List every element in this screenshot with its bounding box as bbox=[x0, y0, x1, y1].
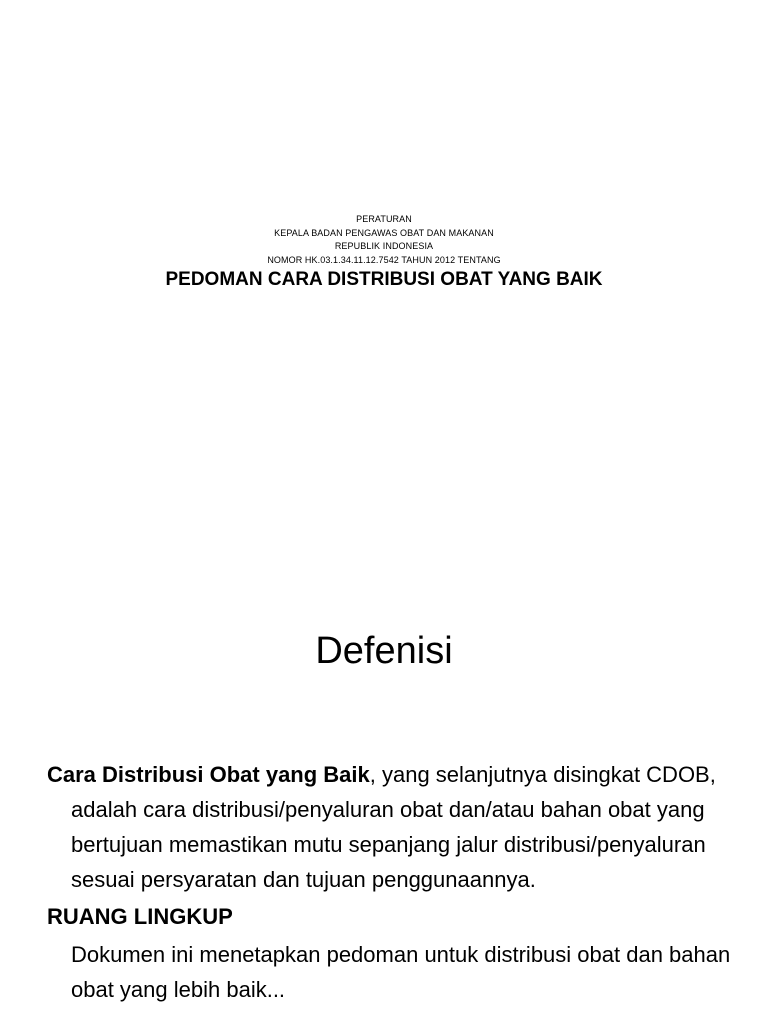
header-line-peraturan: PERATURAN bbox=[356, 214, 412, 224]
header-line-agency: KEPALA BADAN PENGAWAS OBAT DAN MAKANAN bbox=[274, 227, 494, 238]
regulation-header bbox=[0, 213, 768, 292]
document-title: PEDOMAN CARA DISTRIBUSI OBAT YANG BAIK bbox=[165, 269, 603, 290]
scope-heading: RUANG LINGKUP bbox=[47, 904, 233, 929]
content-body bbox=[47, 757, 747, 1007]
definition-term: Cara Distribusi Obat yang Baik bbox=[47, 762, 370, 787]
section-heading: Defenisi bbox=[315, 630, 453, 672]
scope-paragraph: Dokumen ini menetapkan pedoman untuk distribusi obat dan bahan obat yang lebih baik... bbox=[71, 942, 731, 1002]
header-line-number: NOMOR HK.03.1.34.11.12.7542 TAHUN 2012 TENTANG bbox=[267, 254, 501, 265]
header-line-country: REPUBLIK INDONESIA bbox=[334, 241, 434, 251]
definition-text: , yang selanjutnya disingkat CDOB, adalah cara distribusi/penyaluran obat dan/atau bahan obat yang bertujuan memastikan mutu sepanjang jalur distribusi/penyaluran sesuai persyaratan dan tujuan penggunaannya. bbox=[71, 762, 716, 892]
definition-paragraph bbox=[47, 757, 747, 897]
